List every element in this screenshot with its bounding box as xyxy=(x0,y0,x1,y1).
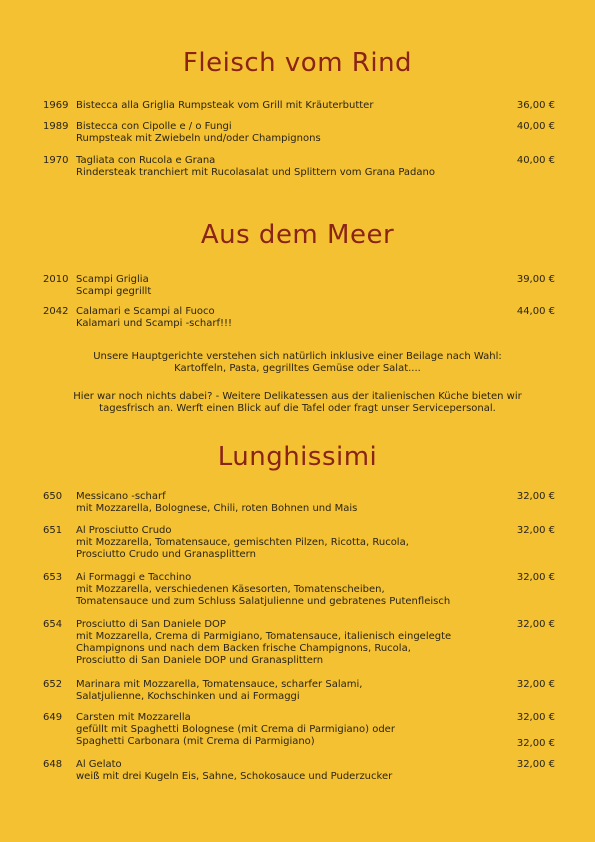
item-number: 2010 xyxy=(43,274,69,285)
item-text: Scampi Griglia xyxy=(76,274,149,285)
item-text: Al Gelato xyxy=(76,759,122,770)
item-number: 1970 xyxy=(43,155,69,166)
item-text: Scampi gegrillt xyxy=(76,286,152,297)
item-number: 652 xyxy=(43,679,63,690)
item-text: Bistecca alla Griglia Rumpsteak vom Grill mit Kräuterbutter xyxy=(76,100,374,111)
note-beilage xyxy=(40,351,555,375)
item-price: 40,00 € xyxy=(516,121,555,132)
item-text: Prosciutto Crudo und Granasplittern xyxy=(76,549,256,560)
item-text: Champignons und nach dem Backen frische Champignons, Rucola, xyxy=(76,643,411,654)
item-price: 32,00 € xyxy=(516,679,555,690)
item-price: 32,00 € xyxy=(516,712,555,723)
item-text: Prosciutto di San Daniele DOP xyxy=(76,619,226,630)
item-price: 39,00 € xyxy=(516,274,555,285)
item-number: 654 xyxy=(43,619,63,630)
section-title-rind: Fleisch vom Rind xyxy=(182,48,413,78)
section-title-meer: Aus dem Meer xyxy=(200,220,395,250)
item-price: 40,00 € xyxy=(516,155,555,166)
item-price: 32,00 € xyxy=(516,759,555,770)
item-text: Ai Formaggi e Tacchino xyxy=(76,572,192,583)
item-text: Rindersteak tranchiert mit Rucolasalat und Splittern vom Grana Padano xyxy=(76,167,435,178)
item-text: mit Mozzarella, Crema di Parmigiano, Tomatensauce, italienisch eingelegte xyxy=(76,631,452,642)
item-number: 1989 xyxy=(43,121,69,132)
item-number: 2042 xyxy=(43,306,69,317)
item-price: 44,00 € xyxy=(516,306,555,317)
section-title-lunghissimi: Lunghissimi xyxy=(217,442,378,472)
item-price: 32,00 € xyxy=(516,619,555,630)
item-text: Salatjulienne, Kochschinken und ai Formaggi xyxy=(76,691,300,702)
item-text: Calamari e Scampi al Fuoco xyxy=(76,306,215,317)
item-price: 36,00 € xyxy=(516,100,555,111)
note-line: Unsere Hauptgerichte verstehen sich natürlich inklusive einer Beilage nach Wahl: xyxy=(93,351,502,362)
note-line: Kartoffeln, Pasta, gegrilltes Gemüse oder Salat.... xyxy=(174,363,421,374)
item-number: 653 xyxy=(43,572,63,583)
item-text: Tagliata con Rucola e Grana xyxy=(76,155,216,166)
item-text: Marinara mit Mozzarella, Tomatensauce, scharfer Salami, xyxy=(76,679,363,690)
item-number: 649 xyxy=(43,712,63,723)
item-text: Messicano -scharf xyxy=(76,491,166,502)
item-text: Prosciutto di San Daniele DOP und Granasplittern xyxy=(76,655,324,666)
item-text: Rumpsteak mit Zwiebeln und/oder Champignons xyxy=(76,133,321,144)
item-text: Bistecca con Cipolle e / o Fungi xyxy=(76,121,232,132)
item-number: 650 xyxy=(43,491,63,502)
item-text: mit Mozzarella, verschiedenen Käsesorten, Tomatenscheiben, xyxy=(76,584,385,595)
item-text: Carsten mit Mozzarella xyxy=(76,712,191,723)
note-delikatessen xyxy=(30,391,565,415)
item-number: 1969 xyxy=(43,100,69,111)
item-text: Al Prosciutto Crudo xyxy=(76,525,172,536)
note-line: tagesfrisch an. Werft einen Blick auf die Tafel oder fragt unser Servicepersonal. xyxy=(99,403,496,414)
item-price-second: 32,00 € xyxy=(516,738,555,749)
item-price: 32,00 € xyxy=(516,572,555,583)
item-text: mit Mozzarella, Bolognese, Chili, roten Bohnen und Mais xyxy=(76,503,358,514)
item-text: Tomatensauce und zum Schluss Salatjulienne und gebratenes Putenfleisch xyxy=(76,596,451,607)
item-text: Spaghetti Carbonara (mit Crema di Parmigiano) xyxy=(76,736,315,747)
item-text: gefüllt mit Spaghetti Bolognese (mit Crema di Parmigiano) oder xyxy=(76,724,395,735)
note-line: Hier war noch nichts dabei? - Weitere Delikatessen aus der italienischen Küche bieten wir xyxy=(73,391,522,402)
item-text: mit Mozzarella, Tomatensauce, gemischten Pilzen, Ricotta, Rucola, xyxy=(76,537,409,548)
item-text: weiß mit drei Kugeln Eis, Sahne, Schokosauce und Puderzucker xyxy=(76,771,393,782)
item-text: Kalamari und Scampi -scharf!!! xyxy=(76,318,233,329)
item-price: 32,00 € xyxy=(516,491,555,502)
item-price: 32,00 € xyxy=(516,525,555,536)
item-number: 651 xyxy=(43,525,63,536)
item-number: 648 xyxy=(43,759,63,770)
